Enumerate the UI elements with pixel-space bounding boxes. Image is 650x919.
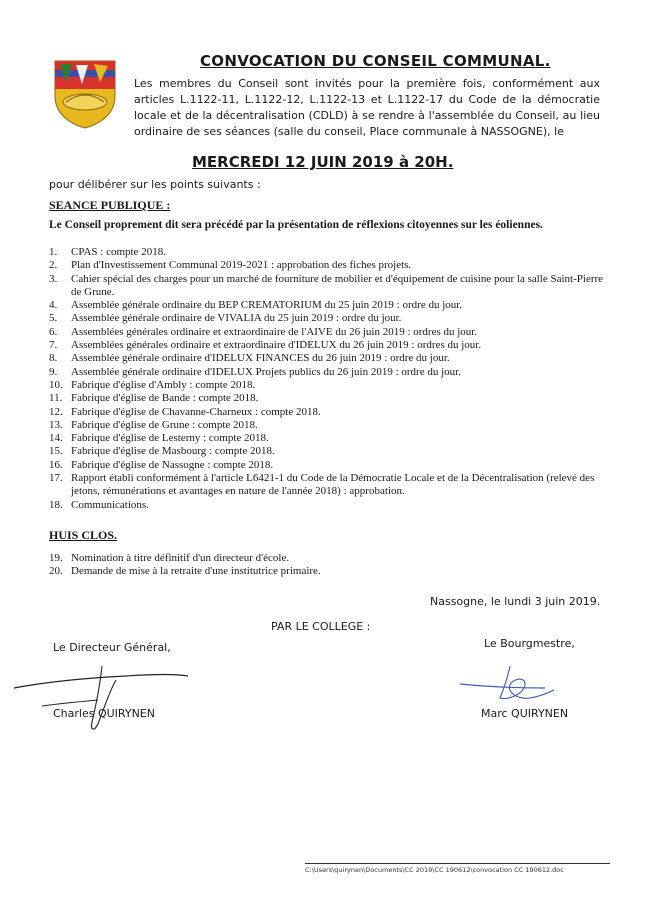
agenda-item xyxy=(49,259,609,272)
agenda-item-number: 9. xyxy=(49,365,58,378)
agenda-item xyxy=(49,392,609,405)
agenda-item-text: Assemblée générale ordinaire du BEP CREMATORIUM du 25 juin 2019 : ordre du jour. xyxy=(71,299,463,312)
place-date: Nassogne, le lundi 3 juin 2019. xyxy=(430,595,601,608)
agenda-item-text: Demande de mise à la retraite d'une institutrice primaire. xyxy=(71,565,321,578)
agenda-item xyxy=(49,565,609,578)
agenda-item-text: Cahier spécial des charges pour un marché de fourniture de mobilier et d'équipement de cuisine pour la salle Saint-Pierre de Grune. xyxy=(71,272,604,298)
agenda-item xyxy=(49,472,609,499)
directeur-signature xyxy=(6,660,196,735)
agenda-item-number: 4. xyxy=(49,299,58,312)
agenda-item-number: 3. xyxy=(49,272,58,285)
agenda-item xyxy=(49,379,609,392)
agenda-item-number: 13. xyxy=(49,418,63,431)
agenda-item-text: CPAS : compte 2018. xyxy=(71,246,166,258)
agenda-item-text: Assemblées générales ordinaire et extraordinaire d'IDELUX du 26 juin 2019 : ordres du jour. xyxy=(71,339,482,352)
agenda-item-text: Fabrique d'église de Bande : compte 2018. xyxy=(71,392,259,405)
agenda-item-number: 11. xyxy=(49,392,63,405)
agenda-list-public xyxy=(49,246,609,512)
agenda-item xyxy=(49,299,609,312)
agenda-item-number: 1. xyxy=(49,246,58,258)
agenda-item-number: 17. xyxy=(49,472,63,485)
agenda-item-text: Fabrique d'église de Grune : compte 2018. xyxy=(71,418,258,431)
agenda-item xyxy=(49,445,609,458)
agenda-item-text: Assemblée générale ordinaire d'IDELUX FINANCES du 26 juin 2019 : ordre du jour. xyxy=(71,352,450,365)
agenda-item xyxy=(49,459,609,472)
agenda-item-number: 8. xyxy=(49,352,58,365)
agenda-item xyxy=(49,246,609,259)
agenda-item-text: Fabrique d'église d'Ambly : compte 2018. xyxy=(71,378,256,391)
agenda-item-number: 14. xyxy=(49,432,63,445)
agenda-item-number: 18. xyxy=(49,498,63,511)
agenda-item-text: Fabrique d'église de Chavanne-Charneux : compte 2018. xyxy=(71,405,321,418)
agenda-item-text: Assemblée générale ordinaire de VIVALIA du 25 juin 2019 : ordre du jour. xyxy=(71,312,402,325)
agenda-item-text: Rapport établi conformément à l'article L6421-1 du Code de la Démocratie Locale et de la Décentralisation (relevé des jetons, rémunérations et avantages en nature de l'année 2018) : approbation. xyxy=(71,472,595,498)
intro-paragraph: Les membres du Conseil sont invités pour la première fois, conformément aux articles L.1122-11, L.1122-12, L.1122-13 et L.1122-17 du Code de la démocratie locale et de la décentralisation (CDLD) à se rendre à l'assemblée du Conseil, au lieu ordinaire de ses séances (salle du conseil, Place communale à NASSOGNE), le xyxy=(134,77,600,138)
agenda-item-text: Assemblée générale ordinaire d'IDELUX Projets publics du 26 juin 2019 : ordre du jour. xyxy=(71,365,461,378)
agenda-item-number: 16. xyxy=(49,458,63,471)
agenda-item xyxy=(49,499,609,512)
agenda-item-number: 7. xyxy=(49,339,58,352)
agenda-item-text: Communications. xyxy=(71,498,149,511)
agenda-item xyxy=(49,406,609,419)
footer-rule xyxy=(305,863,610,864)
agenda-item-text: Fabrique d'église de Masbourg : compte 2018. xyxy=(71,445,275,458)
bourgmestre-label: Le Bourgmestre, xyxy=(484,637,575,650)
seance-note: Le Conseil proprement dit sera précédé par la présentation de réflexions citoyennes sur les éoliennes. xyxy=(49,219,543,231)
agenda-item xyxy=(49,352,609,365)
agenda-item-number: 12. xyxy=(49,405,63,418)
agenda-item-number: 6. xyxy=(49,325,58,338)
agenda-item xyxy=(49,339,609,352)
directeur-label: Le Directeur Général, xyxy=(53,641,171,654)
agenda-item-text: Nomination à titre définitif d'un directeur d'école. xyxy=(71,552,290,564)
seance-publique-heading: SEANCE PUBLIQUE : xyxy=(49,198,171,212)
meeting-date: MERCREDI 12 JUIN 2019 à 20H. xyxy=(192,153,454,171)
agenda-item xyxy=(49,326,609,339)
agenda-item-number: 5. xyxy=(49,312,58,325)
agenda-item-text: Plan d'Investissement Communal 2019-2021 : approbation des fiches projets. xyxy=(71,259,412,272)
deliberer-line: pour délibérer sur les points suivants : xyxy=(49,178,261,191)
agenda-item-text: Assemblées générales ordinaire et extraordinaire de l'AIVE du 26 juin 2019 : ordres du jour. xyxy=(71,325,478,338)
par-le-college: PAR LE COLLEGE : xyxy=(271,620,371,633)
agenda-item-number: 20. xyxy=(49,565,63,578)
agenda-list-closed xyxy=(49,552,609,579)
footer-file-path: C:\Users\quirynen\Documents\CC 2019\CC 190612\convocation CC 190612.doc xyxy=(305,866,564,874)
agenda-item xyxy=(49,432,609,445)
agenda-item xyxy=(49,419,609,432)
agenda-item-number: 2. xyxy=(49,259,58,272)
bourgmestre-name: Marc QUIRYNEN xyxy=(481,707,569,720)
municipal-crest-icon xyxy=(52,58,118,130)
agenda-item-number: 10. xyxy=(49,378,63,391)
agenda-item-number: 19. xyxy=(49,552,63,564)
huis-clos-heading: HUIS CLOS. xyxy=(49,528,118,542)
agenda-item-text: Fabrique d'église de Nassogne : compte 2018. xyxy=(71,458,274,471)
agenda-item xyxy=(49,366,609,379)
agenda-item xyxy=(49,552,609,565)
agenda-item xyxy=(49,273,609,300)
document-title: CONVOCATION DU CONSEIL COMMUNAL. xyxy=(200,52,551,70)
agenda-item xyxy=(49,312,609,325)
agenda-item-number: 15. xyxy=(49,445,63,458)
directeur-name: Charles QUIRYNEN xyxy=(53,707,155,720)
agenda-item-text: Fabrique d'église de Lesterny : compte 2018. xyxy=(71,432,269,445)
bourgmestre-signature xyxy=(450,662,565,706)
